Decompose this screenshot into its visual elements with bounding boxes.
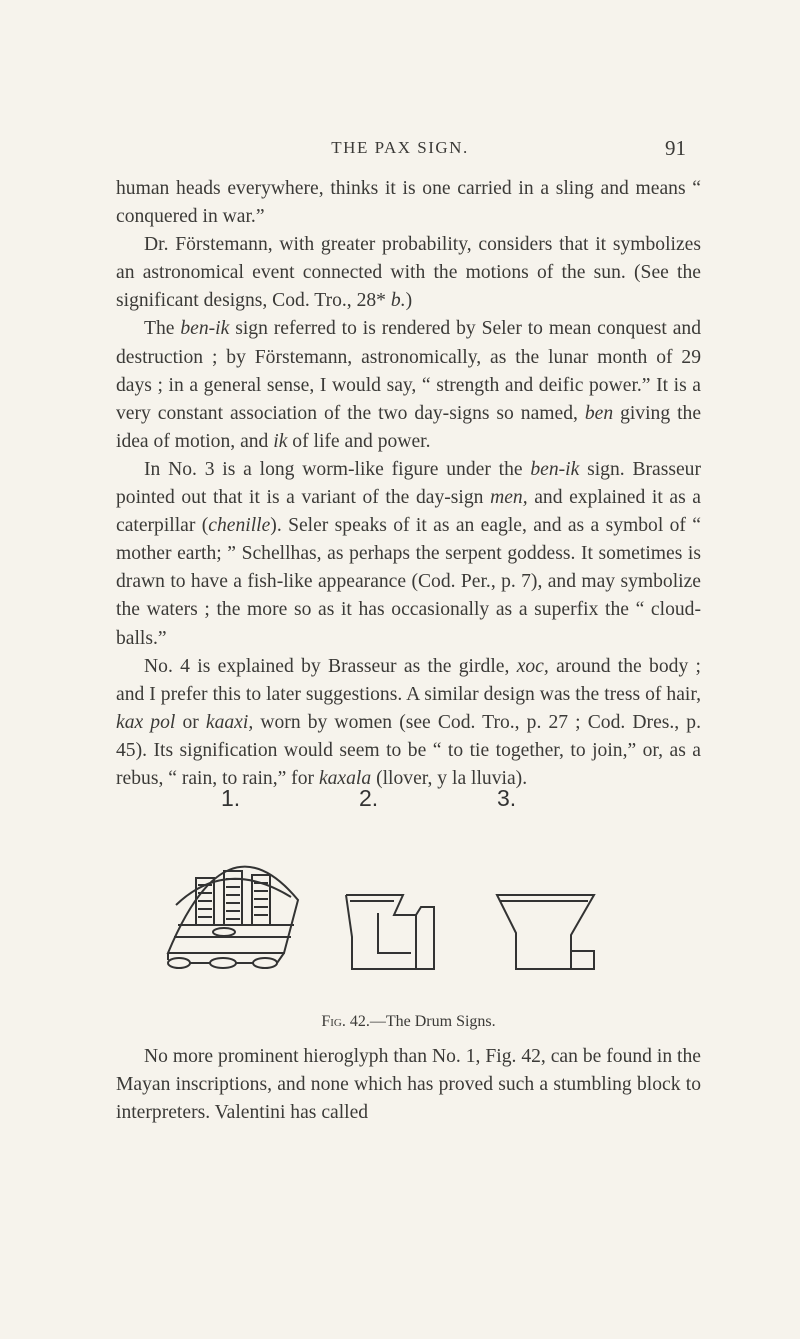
- italic-run: men,: [490, 487, 528, 509]
- page-number: 91: [665, 136, 686, 160]
- paragraph-1: human heads everywhere, thinks it is one carried in a sling and means “ conquered in war.”: [116, 178, 701, 228]
- italic-run: b.: [390, 290, 406, 312]
- figure-label-3: 3.: [497, 785, 517, 811]
- italic-run: ik: [273, 430, 288, 452]
- body-text: [116, 175, 701, 793]
- text-run: or: [175, 711, 206, 733]
- text-run: sign. Brasseur pointed out that it is a variant of the day-sign: [116, 458, 701, 509]
- body-text-continued: [116, 1043, 701, 1127]
- text-run: of life and power.: [287, 430, 431, 452]
- text-run: ): [405, 290, 413, 312]
- paragraph-5: [116, 653, 701, 793]
- figure-caption: [116, 1013, 701, 1031]
- drum-glyph-2: [346, 895, 434, 969]
- text-run: and explained it as a caterpillar (: [116, 487, 702, 537]
- figure-label-1: 1.: [221, 785, 241, 811]
- italic-run: xoc,: [516, 655, 549, 677]
- italic-run: ben-ik: [180, 318, 230, 340]
- italic-run: ben: [584, 402, 614, 424]
- text-run: In No. 3 is a long worm-like figure under the: [144, 458, 531, 480]
- caption-text: —The Drum Signs.: [369, 1013, 496, 1030]
- italic-run: kaxala: [318, 767, 372, 789]
- italic-run: kaaxi,: [205, 711, 254, 733]
- paragraph-4: [116, 456, 701, 653]
- text-run: ). Seler speaks of it as an eagle, and as a symbol of “ mother earth; ” Schellhas, as perhaps the serpent goddess. It sometimes is drawn to have a fish-like appearance (Cod. Per., p. 7), and may symbolize the waters ; the more so as it has occasionally as a superfix the “ cloud-balls.”: [116, 515, 701, 649]
- caption-prefix: Fig. 42.: [321, 1013, 370, 1030]
- text-run: Dr. Förstemann, with greater probability, considers that it symbolizes an astronomical event connected with the motions of the sun. (See the significant designs, Cod. Tro., 28*: [116, 234, 701, 312]
- running-head: [0, 138, 800, 162]
- italic-run: chenille: [208, 515, 271, 537]
- drum-glyph-1: [168, 867, 298, 968]
- text-run: giving the idea of motion, and: [116, 402, 702, 452]
- paragraph-3: [116, 315, 701, 455]
- paragraph-6: No more prominent hieroglyph than No. 1, Fig. 42, can be found in the Mayan inscriptions, and none which has proved such a stumbling block to interpreters. Valentini has called: [116, 1046, 701, 1124]
- running-title: THE PAX SIGN.: [331, 138, 469, 157]
- text-run: sign referred to is rendered by Seler to mean conquest and destruction ; by Förstemann, astronomically, as the lunar month of 29 days ; in a general sense, I would say, “ strength and deific power.” It is a very constant association of the two day-signs so named,: [116, 318, 701, 424]
- figure-label-2: 2.: [359, 785, 379, 811]
- text-run: (llover, y la lluvia).: [371, 767, 528, 789]
- drum-signs-illustration: [116, 785, 701, 1015]
- text-run: The: [144, 318, 181, 340]
- text-run: No. 4 is explained by Brasseur as the girdle,: [144, 655, 517, 677]
- figure-42: [116, 785, 701, 1035]
- italic-run: kax pol: [116, 711, 176, 733]
- text-run: around the body ; and I prefer this to later suggestions. A similar design was the tress of hair,: [116, 655, 701, 705]
- drum-glyph-3: [497, 895, 594, 969]
- paragraph-2: [116, 231, 701, 315]
- italic-run: ben-ik: [530, 458, 580, 480]
- text-run: worn by women (see Cod. Tro., p. 27 ; Cod. Dres., p. 45). Its signification would seem to be “ to tie together, to join,” or, as a rebus, “ rain, to rain,” for: [116, 711, 701, 789]
